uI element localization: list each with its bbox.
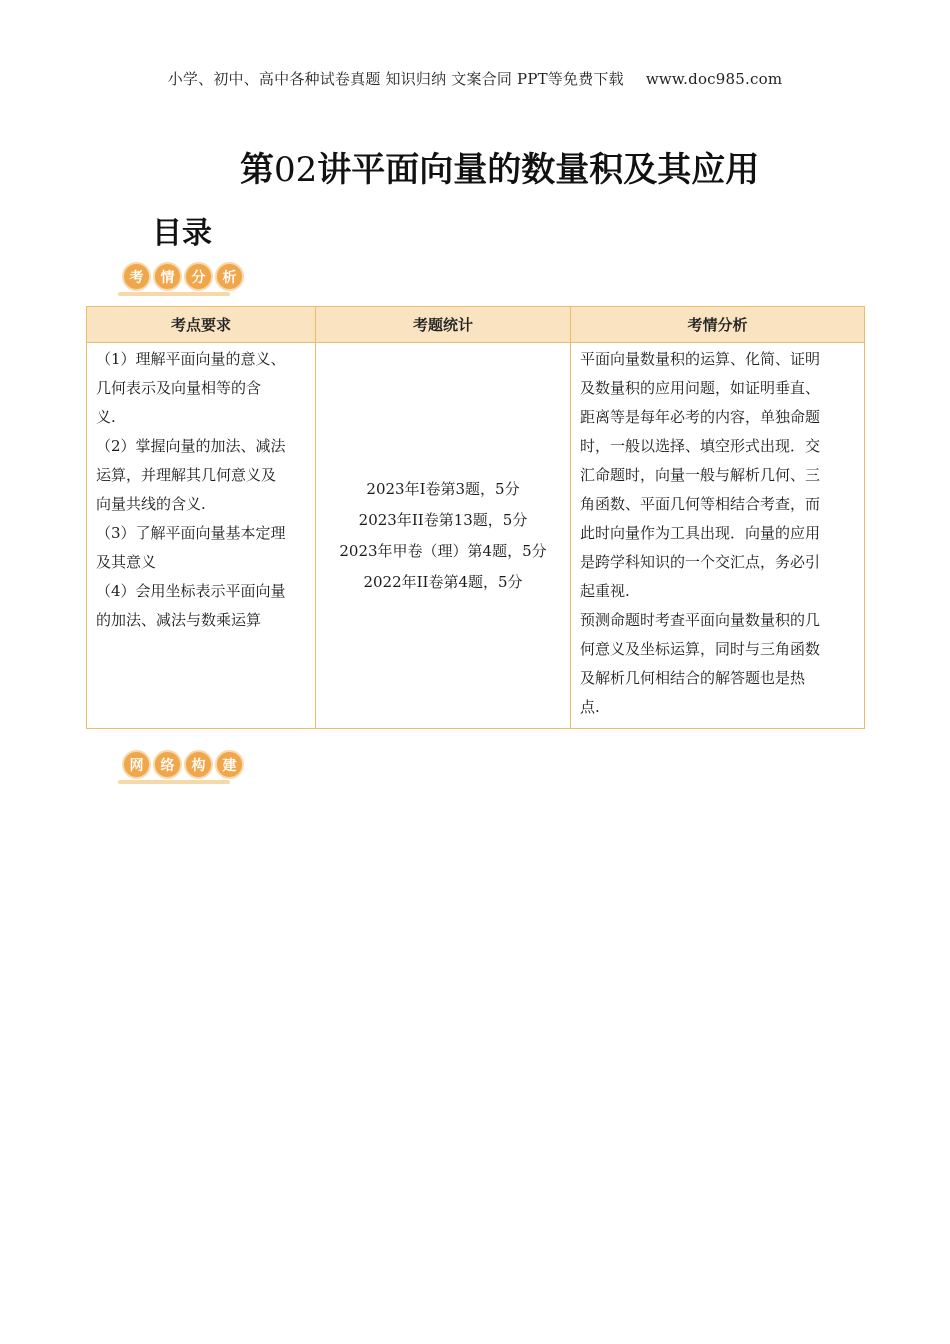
- toc-heading: 目录: [152, 216, 212, 251]
- badge-char: 建: [215, 750, 244, 779]
- badge-underline: [118, 780, 230, 784]
- header-text: 小学、初中、高中各种试卷真题 知识归纳 文案合同 PPT等免费下载: [167, 70, 624, 88]
- analysis-line: 点.: [580, 698, 600, 716]
- stat-line: 2022年II卷第4题，5分: [363, 572, 523, 591]
- analysis-line: 平面向量数量积的运算、化简、证明: [580, 350, 821, 368]
- exam-info-table: [86, 306, 865, 729]
- analysis-cell: [571, 343, 865, 729]
- badge-char: 分: [184, 262, 213, 291]
- requirements-cell: [87, 343, 316, 729]
- analysis-line: 距离等是每年必考的内容，单独命题: [580, 408, 821, 426]
- badge-char: 情: [153, 262, 182, 291]
- requirement-line: 义.: [96, 408, 116, 426]
- header-statistics: 考题统计: [316, 307, 571, 343]
- page-title: [240, 142, 840, 191]
- requirement-line: 向量共线的含义.: [96, 495, 206, 513]
- stat-line: 2023年甲卷（理）第4题，5分: [339, 541, 547, 560]
- analysis-line: 时，一般以选择、填空形式出现．交: [580, 437, 821, 455]
- badge-char: 构: [184, 750, 213, 779]
- requirement-line: （1）理解平面向量的意义、: [96, 350, 286, 368]
- section-badge-network: [122, 750, 244, 779]
- requirement-line: 运算，并理解其几何意义及: [96, 466, 277, 484]
- title-suffix: 讲平面向量的数量积及其应用: [317, 150, 760, 190]
- header-analysis: 考情分析: [571, 307, 865, 343]
- analysis-line: 及数量积的应用问题，如证明垂直、: [580, 379, 821, 397]
- title-number: 02: [274, 150, 318, 190]
- analysis-line: 预测命题时考查平面向量数量积的几: [580, 611, 821, 629]
- stat-line: 2023年I卷第3题，5分: [366, 479, 520, 498]
- requirement-line: 及其意义: [96, 553, 157, 571]
- analysis-line: 起重视.: [580, 582, 630, 600]
- analysis-line: 汇命题时，向量一般与解析几何、三: [580, 466, 821, 484]
- analysis-line: 及解析几何相结合的解答题也是热: [580, 669, 806, 687]
- badge-char: 考: [122, 262, 151, 291]
- page-header: [0, 68, 950, 89]
- requirement-line: 的加法、减法与数乘运算: [96, 611, 262, 629]
- header-site: www.doc985.com: [645, 70, 783, 88]
- statistics-cell: [316, 343, 571, 729]
- badge-char: 络: [153, 750, 182, 779]
- badge-underline: [118, 292, 230, 296]
- header-requirements: 考点要求: [87, 307, 316, 343]
- analysis-line: 此时向量作为工具出现．向量的应用: [580, 524, 821, 542]
- analysis-line: 何意义及坐标运算，同时与三角函数: [580, 640, 821, 658]
- badge-char: 网: [122, 750, 151, 779]
- title-prefix: 第: [240, 150, 274, 190]
- requirement-line: （3）了解平面向量基本定理: [96, 524, 286, 542]
- requirement-line: （4）会用坐标表示平面向量: [96, 582, 286, 600]
- analysis-line: 角函数、平面几何等相结合考查，而: [580, 495, 821, 513]
- requirement-line: 几何表示及向量相等的含: [96, 379, 262, 397]
- badge-char: 析: [215, 262, 244, 291]
- analysis-line: 是跨学科知识的一个交汇点，务必引: [580, 553, 821, 571]
- section-badge-exam-analysis: [122, 262, 244, 291]
- requirement-line: （2）掌握向量的加法、减法: [96, 437, 286, 455]
- stat-line: 2023年II卷第13题，5分: [358, 510, 528, 529]
